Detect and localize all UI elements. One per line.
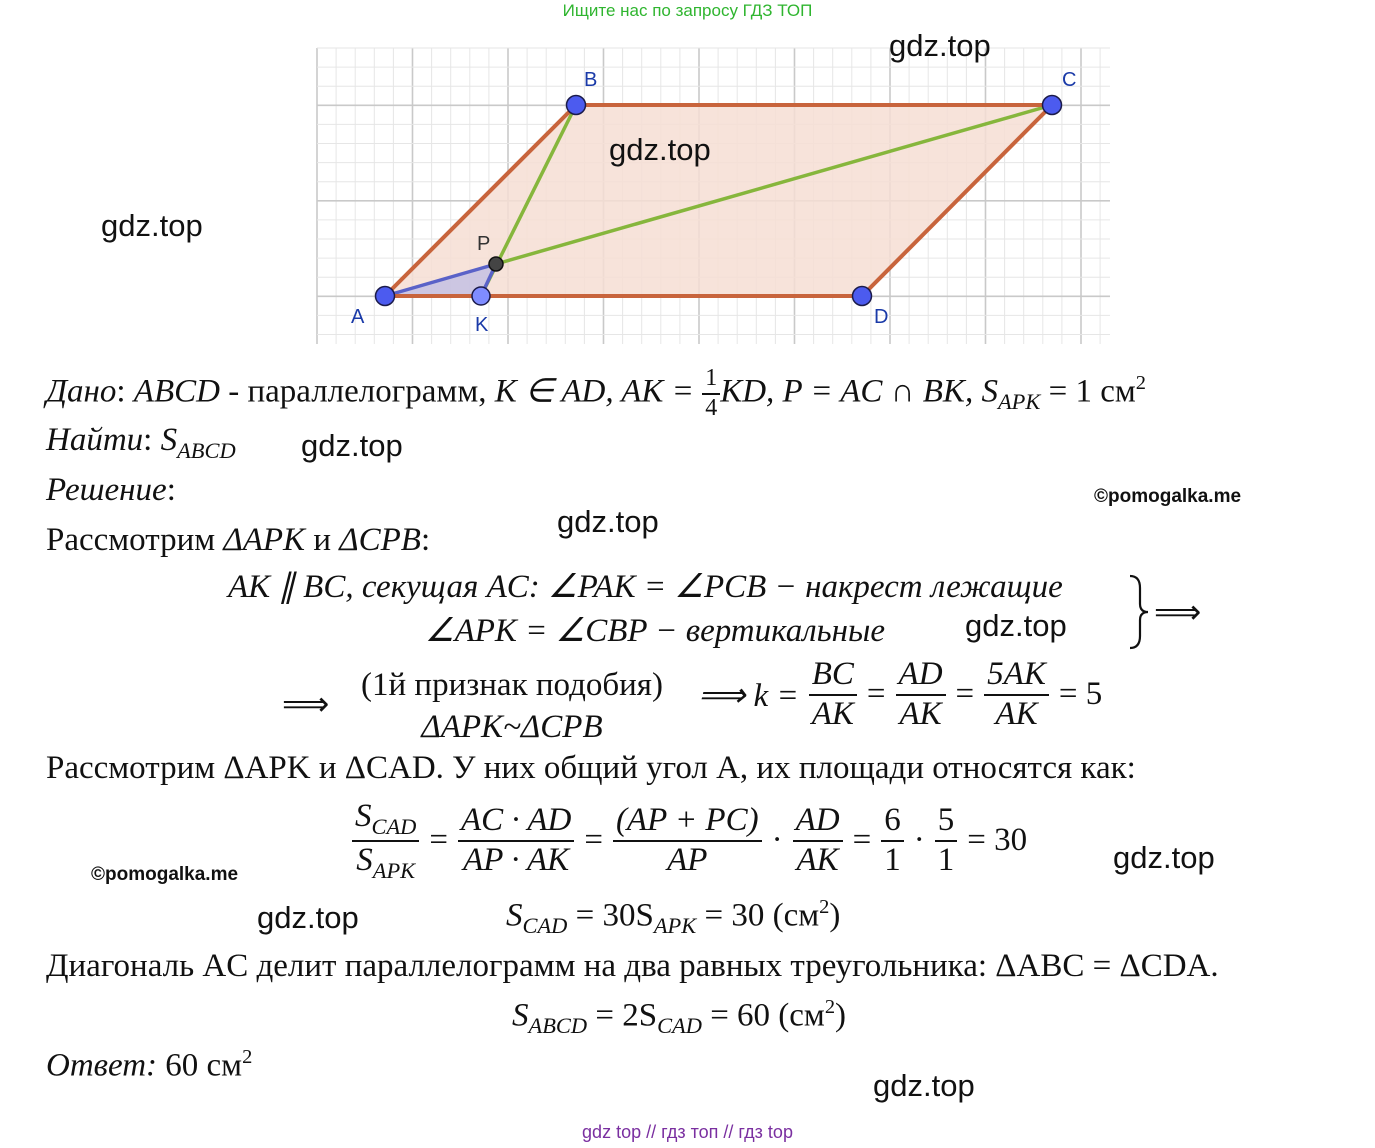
label-c: C xyxy=(1062,69,1077,91)
watermark: gdz.top xyxy=(965,608,1067,643)
point-b[interactable] xyxy=(567,96,586,115)
watermark: gdz.top xyxy=(1113,840,1215,875)
diagonal-line: Диагональ AC делит параллелограмм на два равных треугольника: ΔABC = ΔCDA. xyxy=(46,948,1219,984)
point-k[interactable] xyxy=(472,287,490,305)
watermark: gdz.top xyxy=(301,428,403,463)
fraction-6-1: $\frac{6}{1}$ xyxy=(881,802,904,880)
top-banner[interactable]: Ищите нас по запросу ГДЗ ТОП xyxy=(562,1,813,20)
consider-line-2: Рассмотрим ΔAPK и ΔCAD. У них общий угол A, их площади относятся как: xyxy=(46,750,1136,786)
fraction-acad-apak: $\frac{AC \cdot AD}{AP \cdot AK}$ xyxy=(458,802,574,880)
system-line-1: AK ∥ BC, секущая AC: ∠PAK = ∠PCB − накрест лежащие xyxy=(228,569,1063,605)
copyright-mark: ©pomogalka.me xyxy=(91,864,239,885)
label-a: A xyxy=(351,306,365,328)
fraction-bc-ak: $\frac{BC}{AK}$ xyxy=(809,656,857,734)
copyright-mark: ©pomogalka.me xyxy=(1094,486,1242,507)
watermark: gdz.top xyxy=(557,504,659,539)
point-a[interactable] xyxy=(376,287,395,306)
fraction-5-1: $\frac{5}{1}$ xyxy=(935,802,958,880)
implies-arrow: ⟹ xyxy=(1154,595,1202,631)
fraction-appc-ap: $\frac{(AP + PC)}{AP}$ xyxy=(613,802,762,880)
fraction-5ak-ak: $\frac{5AK}{AK}$ xyxy=(984,656,1049,734)
given-line: Дано: ABCD - параллелограмм, K ∈ AD, AK = $\frac{1}{4}$ KD, P = AC ∩ BK, $S_{APK} = 1$ $см^2$ xyxy=(46,365,1146,421)
label-d: D xyxy=(874,306,889,328)
similarity-coefficient: ⟹ k = $\frac{BC}{AK}$ = $\frac{AD}{AK}$ = $\frac{5AK}{AK}$ = 5 xyxy=(698,656,1103,732)
scad-line: $S_{CAD} = 30S_{APK} = 30$ $(см^2)$ xyxy=(506,896,841,939)
watermark: gdz.top xyxy=(873,1068,975,1103)
watermark: gdz.top xyxy=(257,900,359,935)
label-b: B xyxy=(584,69,598,91)
system-brace xyxy=(1126,574,1150,650)
find-line: Найти: $S_{ABCD}$ xyxy=(46,422,236,463)
solution-heading: Решение: xyxy=(46,472,176,508)
answer-label: Ответ: xyxy=(46,1047,158,1084)
similarity-note: (1й признак подобия) ΔAPK~ΔCPB xyxy=(361,667,663,745)
find-label: Найти xyxy=(46,422,144,458)
footer-links[interactable]: gdz top // гдз топ // гдз top xyxy=(582,1122,793,1142)
given-label: Дано xyxy=(46,373,117,410)
label-p: P xyxy=(477,233,491,255)
implies-arrow: ⟹ xyxy=(282,687,330,723)
sabcd-line: $S_{ABCD} = 2S_{CAD} = 60$ $(см^2)$ xyxy=(512,996,847,1039)
fraction-ad-ak: $\frac{AD}{AK}$ xyxy=(896,656,946,734)
consider-line-1: Рассмотрим ΔAPK и ΔCPB: xyxy=(46,522,431,558)
label-k: K xyxy=(475,314,489,336)
point-d[interactable] xyxy=(853,287,872,306)
point-c[interactable] xyxy=(1043,96,1062,115)
fraction-scad-sapk: $\frac{S_{CAD}}{S_{APK}}$ xyxy=(352,798,419,883)
watermark: gdz.top xyxy=(889,28,991,63)
fraction-one-quarter: $\frac{1}{4}$ xyxy=(702,365,720,422)
watermark: gdz.top xyxy=(101,208,203,243)
area-ratio: $\frac{S_{CAD}}{S_{APK}}$ = $\frac{AC \cdot AD}{AP \cdot AK}$ = $\frac{(AP + PC)}{AP}$ · $\frac{AD}{AK}$ = $\frac{6}{1}$ · $\frac{5}{1}$ = 30 xyxy=(352,798,1027,883)
geometry-figure xyxy=(300,40,1120,350)
answer-line: Ответ: 60 $см^2$ xyxy=(46,1046,253,1084)
point-p[interactable] xyxy=(489,257,503,271)
watermark: gdz.top xyxy=(609,132,711,167)
fraction-ad-ak: $\frac{AD}{AK}$ xyxy=(793,802,843,880)
system-line-2: ∠APK = ∠CBP − вертикальные xyxy=(425,613,886,649)
